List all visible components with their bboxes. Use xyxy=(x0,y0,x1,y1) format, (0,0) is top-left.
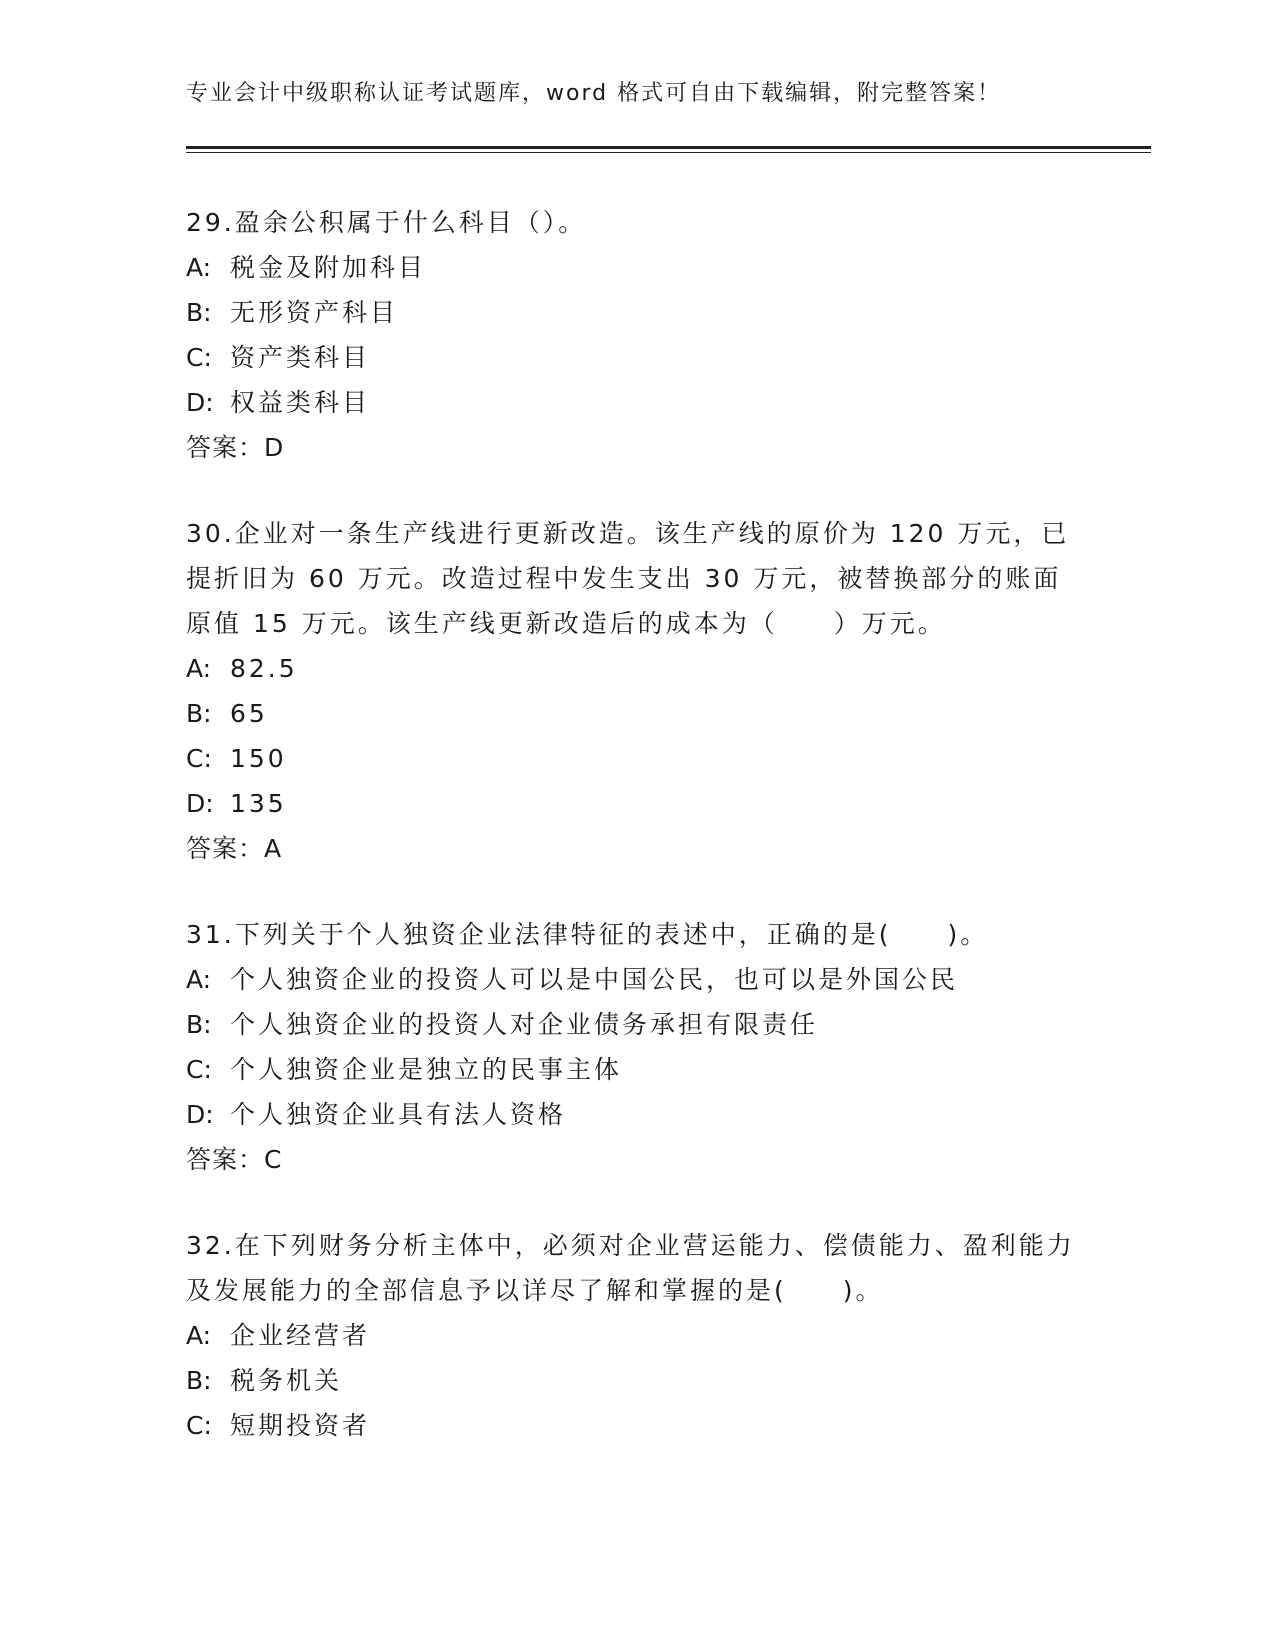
option-key: D: xyxy=(186,789,214,818)
question-29 xyxy=(186,200,1086,470)
question-text: 31.下列关于个人独资企业法律特征的表述中，正确的是( )。 xyxy=(186,920,989,949)
option-c xyxy=(186,335,1086,380)
option-b xyxy=(186,290,1086,335)
option-a xyxy=(186,1313,1086,1358)
question-text: 32.在下列财务分析主体中，必须对企业营运能力、偿债能力、盈利能力及发展能力的全部信息予以详尽了解和掌握的是( )。 xyxy=(186,1231,1075,1305)
option-text: 税务机关 xyxy=(230,1366,343,1395)
option-key: B: xyxy=(186,298,212,327)
option-key: C: xyxy=(186,1411,212,1440)
option-key: C: xyxy=(186,343,212,372)
option-text: 个人独资企业的投资人对企业债务承担有限责任 xyxy=(230,1010,819,1039)
option-key: A: xyxy=(186,965,212,994)
option-text: 无形资产科目 xyxy=(230,298,399,327)
option-d xyxy=(186,781,1086,826)
option-key: C: xyxy=(186,744,212,773)
option-text: 短期投资者 xyxy=(230,1411,371,1440)
option-key: A: xyxy=(186,654,212,683)
option-d xyxy=(186,1092,1086,1137)
option-text: 65 xyxy=(230,699,268,728)
page-header: 专业会计中级职称认证考试题库，word 格式可自由下载编辑，附完整答案！ xyxy=(186,81,1002,106)
option-c xyxy=(186,736,1086,781)
option-c xyxy=(186,1047,1086,1092)
option-a xyxy=(186,646,1086,691)
question-30 xyxy=(186,511,1086,871)
question-list xyxy=(186,200,1086,1489)
option-text: 权益类科目 xyxy=(230,388,371,417)
option-b xyxy=(186,1002,1086,1047)
option-text: 个人独资企业是独立的民事主体 xyxy=(230,1055,623,1084)
header-rule-thick xyxy=(186,146,1151,149)
option-text: 资产类科目 xyxy=(230,343,371,372)
option-c xyxy=(186,1403,1086,1448)
option-a xyxy=(186,957,1086,1002)
answer-line: 答案：D xyxy=(186,433,285,462)
header-rule-thin xyxy=(186,152,1151,153)
question-text: 29.盈余公积属于什么科目（）。 xyxy=(186,208,587,237)
option-key: D: xyxy=(186,1100,214,1129)
answer-line: 答案：A xyxy=(186,834,283,863)
option-b xyxy=(186,691,1086,736)
option-text: 税金及附加科目 xyxy=(230,253,427,282)
option-text: 个人独资企业具有法人资格 xyxy=(230,1100,567,1129)
option-key: A: xyxy=(186,253,212,282)
option-key: B: xyxy=(186,1010,212,1039)
option-key: B: xyxy=(186,699,212,728)
question-31 xyxy=(186,912,1086,1182)
option-key: A: xyxy=(186,1321,212,1350)
option-text: 82.5 xyxy=(230,654,298,683)
answer-line: 答案：C xyxy=(186,1145,283,1174)
option-text: 150 xyxy=(230,744,287,773)
question-32 xyxy=(186,1223,1086,1448)
question-text: 30.企业对一条生产线进行更新改造。该生产线的原价为 120 万元，已提折旧为 60 万元。改造过程中发生支出 30 万元，被替换部分的账面原值 15 万元。该生产线更新改造后的成本为（ ）万元。 xyxy=(186,519,1070,638)
option-text: 135 xyxy=(230,789,287,818)
option-d xyxy=(186,380,1086,425)
option-text: 企业经营者 xyxy=(230,1321,371,1350)
option-b xyxy=(186,1358,1086,1403)
option-key: D: xyxy=(186,388,214,417)
option-key: C: xyxy=(186,1055,212,1084)
option-a xyxy=(186,245,1086,290)
option-text: 个人独资企业的投资人可以是中国公民，也可以是外国公民 xyxy=(230,965,959,994)
option-key: B: xyxy=(186,1366,212,1395)
